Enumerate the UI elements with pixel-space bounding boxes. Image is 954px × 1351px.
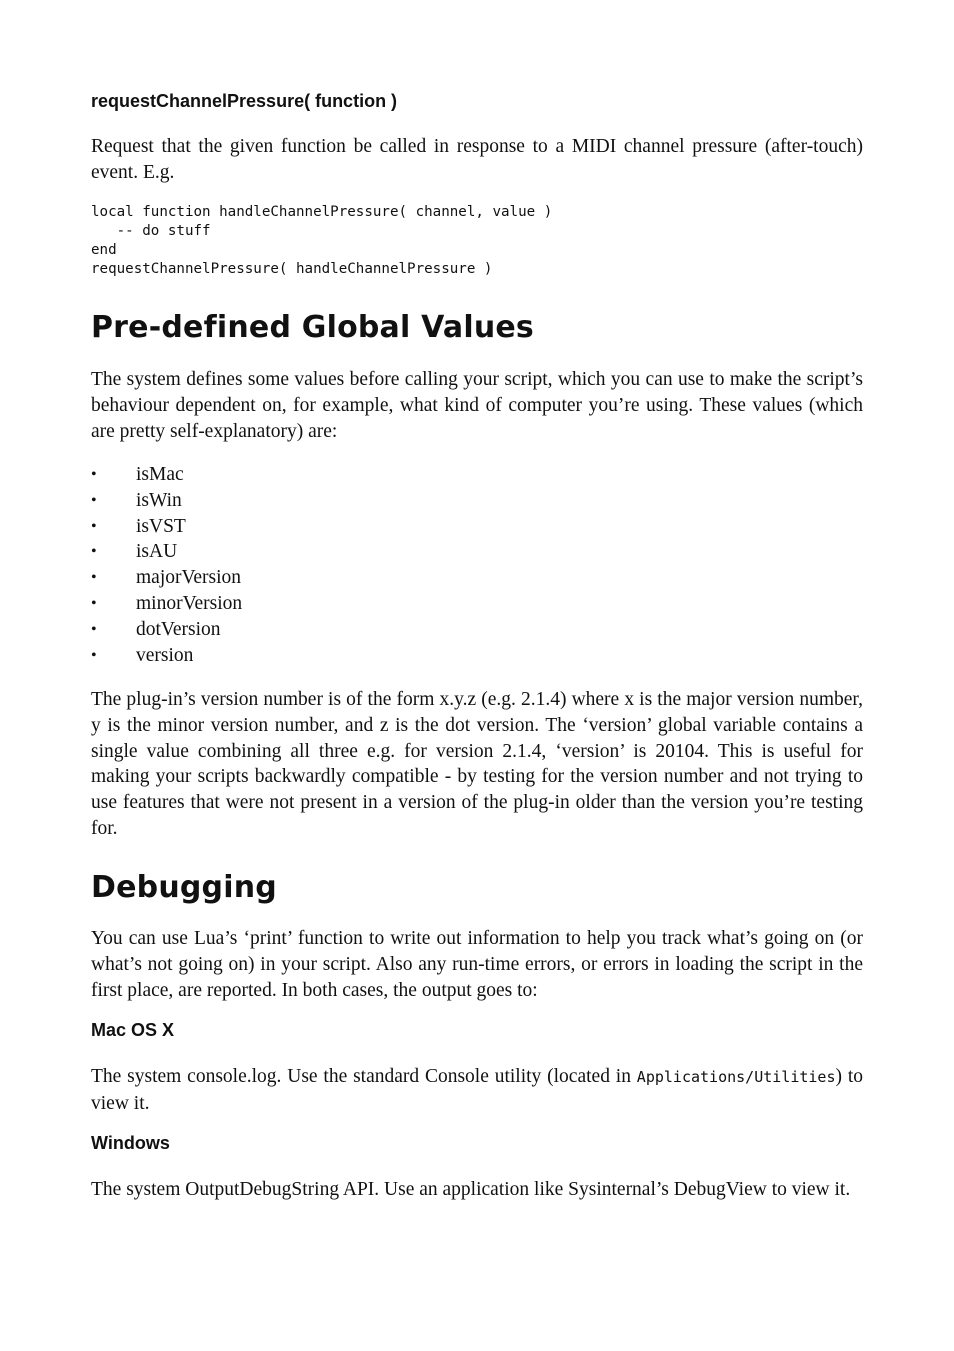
list-item [91,643,242,669]
list-item-label: isVST [136,515,186,537]
bullet-icon: • [91,646,97,664]
bullet-icon: • [91,594,97,612]
list-item [91,514,242,540]
list-item-label: version [136,644,194,666]
function-heading: requestChannelPressure( function ) [91,91,398,111]
list-item-label: majorVersion [136,567,242,589]
code-example: local function handleChannelPressure( channel, value ) -- do stuff end requestChannelPressure( handleChannelPressure ) [91,204,553,277]
bullet-icon: • [91,569,97,587]
mac-text-after: ) to view it. [91,1066,863,1114]
list-item [91,617,242,643]
mac-heading: Mac OS X [91,1020,175,1040]
windows-heading: Windows [91,1133,170,1153]
list-item [91,591,242,617]
debugging-intro: You can use Lua’s ‘print’ function to write out information to help you track what’s going on (or what’s not going on) in your script. Also any run-time errors, or errors in loading the script in the first place, are reported. In both cases, the output goes to: [91,928,863,1001]
list-item-label: isMac [136,464,184,485]
bullet-icon: • [91,466,97,483]
list-item [91,488,242,514]
globals-heading: Pre-defined Global Values [91,310,534,345]
console-path: Applications/Utilities [636,1068,836,1086]
bullet-icon: • [91,620,97,638]
list-item [91,462,242,488]
version-explanation: The plug-in’s version number is of the form x.y.z (e.g. 2.1.4) where x is the major version number, y is the minor version number, and z is the dot version. The ‘version’ global variable contains a single value combining all three e.g. for version 2.1.4, ‘version’ is 20104. This is useful for making your scripts backwardly compatible - by testing for the version number and not trying to use features that were not present in a version of the plug-in older than the version you’re testing for. [91,689,863,839]
debugging-heading: Debugging [91,870,277,905]
function-description: Request that the given function be called in response to a MIDI channel pressure (after-touch) event. E.g. [91,136,863,183]
mac-text [91,1064,863,1117]
bullet-icon: • [91,517,97,535]
list-item-label: isAU [136,541,178,563]
list-item-label: isWin [136,489,182,511]
windows-text: The system OutputDebugString API. Use an application like Sysinternal’s DebugView to view it. [91,1179,851,1200]
mac-text-before: The system console.log. Use the standard Console utility (located in [91,1066,637,1087]
bullet-icon: • [91,543,97,561]
globals-intro: The system defines some values before calling your script, which you can use to make the script’s behaviour dependent on, for example, what kind of computer you’re using. These values (which are pretty self-explanatory) are: [91,369,863,442]
list-item [91,565,242,591]
list-item-label: dotVersion [136,618,221,640]
globals-list [91,462,242,668]
list-item [91,539,242,565]
list-item-label: minorVersion [136,592,243,614]
bullet-icon: • [91,491,97,509]
